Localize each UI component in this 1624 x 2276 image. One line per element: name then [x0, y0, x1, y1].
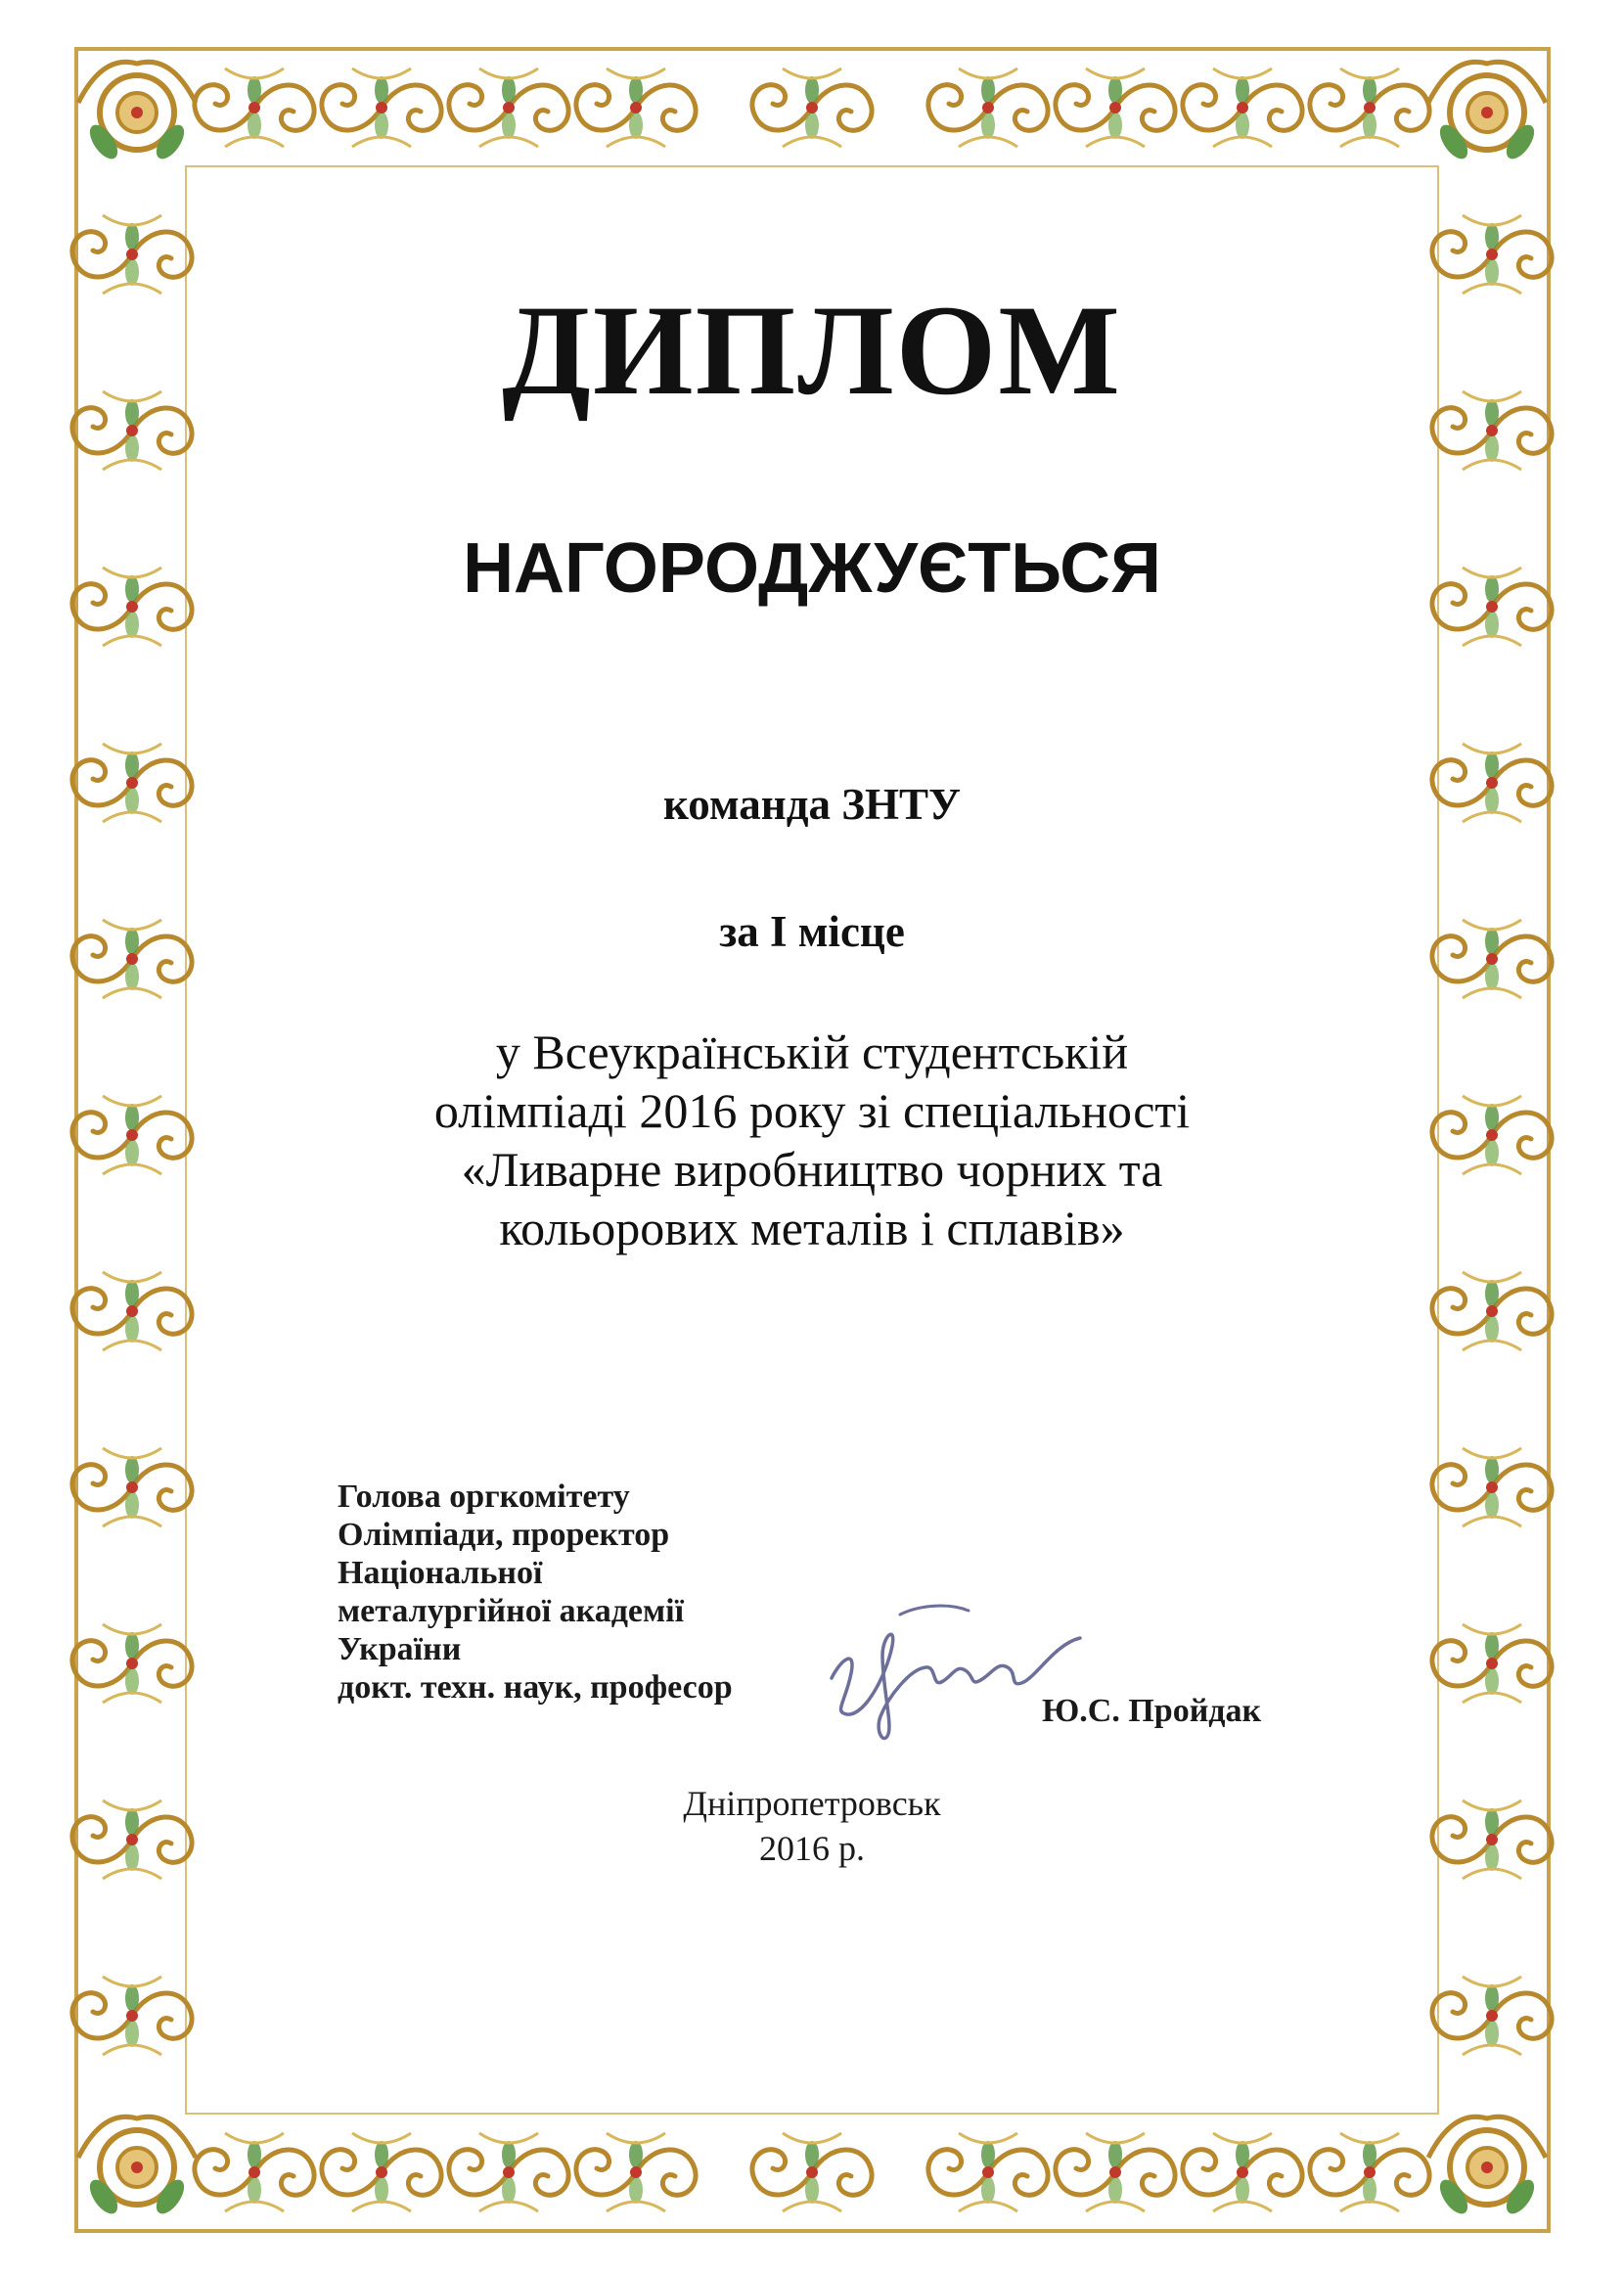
description-line: олімпіаді 2016 року зі спеціальності — [433, 1083, 1191, 1138]
awarded-heading: НАГОРОДЖУЄТЬСЯ — [463, 529, 1161, 608]
signatory-line: металургійної академії — [338, 1593, 685, 1629]
footer-year: 2016 р. — [759, 1829, 865, 1868]
footer-city: Дніпропетровськ — [683, 1784, 941, 1823]
award-place: за І місце — [719, 907, 905, 956]
recipient-name: команда ЗНТУ — [662, 780, 962, 829]
description-line: «Ливарне виробництво чорних та — [461, 1142, 1163, 1197]
signatory-line: Олімпіади, проректор — [338, 1517, 670, 1553]
description-line: кольорових металів і сплавів» — [499, 1201, 1125, 1255]
signatory-line: України — [338, 1631, 462, 1667]
competition-description — [0, 1023, 1624, 1257]
signatory-position — [338, 1478, 733, 1707]
diploma-title: ДИПЛОМ — [502, 278, 1122, 422]
signatory-line: Голова оргкомітету — [338, 1479, 630, 1515]
signatory-line: Національної — [338, 1555, 543, 1591]
description-line: у Всеукраїнській студентській — [495, 1024, 1129, 1079]
signatory-line: докт. техн. наук, професор — [338, 1669, 733, 1706]
signatory-name: Ю.С. Пройдак — [1042, 1693, 1262, 1729]
